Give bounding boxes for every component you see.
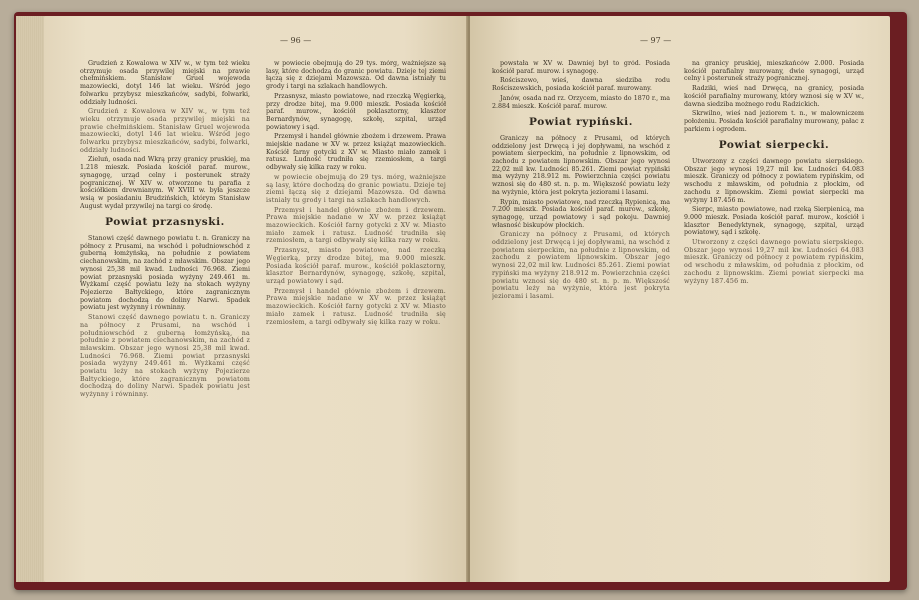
right-page-number: — 97 — (640, 36, 672, 45)
left-page (44, 16, 468, 582)
paragraph: Skrwilno, wieś nad jeziorem t. n., w malowniczem położeniu. Posiada kościół parafialny murowany, pałac z parkiem i ogrodem. (684, 110, 864, 133)
right-column-1 (492, 60, 670, 558)
paragraph: Rypin, miasto powiatowe, nad rzeczką Rypienicą, ma 7.200 mieszk. Posiada kościół paraf. murow., szkołę, synagogę, urząd powiatowy i sąd pokoju. Dawniej własność biskupów płockich. (492, 198, 670, 229)
paragraph: Stanowi część dawnego powiatu t. n. Graniczy na północy z Prusami, na wschód i południowschód z guberną łomżyńską, na południe z powiatem ciechanowskim, na zachód z mławskim. Obszar jego wynosi 25,38 mil kwad. Ludności 76.968. Ziemi powiat przasnyski posiada wyżyny 249.461 m. Wyżkami część powiatu leży na stokach wyżyny Pojezierze Bałtyckiego, które zagranicznym powiatom dochodzą do doliny Narwi. Spadek powiatu jest wyżynny i równinny. (80, 314, 250, 399)
paragraph: Grudzień z Kowalowa w XIV w., w tym też wieku otrzymuje osada przywilej miejski na prawie chełmińskiem. Stanisław Gruel wojewoda mazowiecki, dotyl 146 lat wieku. Wśród jego folwarku przybysz mieszkańców, sadybi, folwarki, oddziały ludności. (80, 108, 250, 154)
page-edges (16, 16, 46, 582)
paragraph: Przemysł i handel głównie zbożem i drzewem. Prawa miejskie nadane w XV w. przez książąt mazowieckich. Kościół farny gotycki z XV w. Miasto miało zamek i ratusz. Ludność trudniła się rzemiosłem, a targi odbywały się kilka razy w roku. (266, 287, 446, 326)
paragraph: Przemysł i handel głównie zbożem i drzewem. Prawa miejskie nadane w XV w. przez książąt mazowieckich. Kościół farny gotycki z XV w. Miasto miało zamek i ratusz. Ludność trudniła się rzemiosłem, a targi odbywały się kilka razy w roku. (266, 206, 446, 245)
paragraph: Grudzień z Kowalowa w XIV w., w tym też wieku otrzymuje osada przywilej miejski na prawie chełmińskiem. Stanisław Gruel wojewoda mazowiecki, dotyl 146 lat wieku. Wśród jego folwarku przybysz mieszkańców, sadybi, folwarki, oddziały ludności. (80, 60, 250, 106)
paragraph: Graniczy na północy z Prusami, od których oddzielony jest Drwęcą i jej dopływami, na wschód z powiatem sierpeckim, na południe z lipnowskim, od zachodu z powiatem lipnowskim. Obszar jego wynosi 22,02 mil kw. Ludności 85.261. Ziemi powiat rypiński ma wyżyny 218.912 m. Powierzchnia części powiatu wznosi się do 480 st. n. p. m. Większość powiatu leży na wyżynie, która jest pokryta jeziorami i lasami. (492, 134, 670, 196)
paragraph: Zieluń, osada nad Wkrą przy granicy pruskiej, ma 1.218 mieszk. Posiada kościół paraf. murow., synagogę, urząd celny i posterunek straży pogranicznej. W XIV w. otworzone tu parafia z kościółkiem drewnianym. W XVIII w. była jeszcze wsią w posiadaniu Brudzińskich, którym Stanisław August wydał przywilej na targi co środę. (80, 156, 250, 210)
paragraph: na granicy pruskiej, mieszkańców 2.000. Posiada kościół parafialny murowany, dwie synagogi, urząd celny i posterunek straży pogranicznej. (684, 60, 864, 83)
paragraph: Janów, osada nad rz. Orzycem, miasto do 1870 r., ma 2.884 mieszk. Kościół paraf. murow. (492, 94, 670, 110)
left-page-number: — 96 — (280, 36, 312, 45)
left-column-1 (80, 60, 250, 558)
paragraph: w powiecie obejmują do 29 tys. mórg, ważniejsze są lasy, które dochodzą do granic powiatu. Dzieje tej ziemi łączą się z dziejami Mazowsza. Od dawna istniały tu grody i targi na szlakach handlowych. (266, 173, 446, 204)
paragraph: Utworzony z części dawnego powiatu sierpskiego. Obszar jego wynosi 19,27 mil kw. Ludności 64.083 mieszk. Graniczy od północy z powiatem rypińskim, od wschodu z mławskim, od południa z płockim, od zachodu z lipnowskim. Ziemi powiat sierpecki ma wyżyny 187.456 m. (684, 239, 864, 285)
left-column-2 (266, 60, 446, 558)
paragraph: Radziki, wieś nad Drwęcą, na granicy, posiada kościół parafialny murowany, który wznosi się w XV w., dawna siedziba możnego rodu Radzickich. (684, 85, 864, 108)
paragraph: Rościszewo, wieś, dawna siedziba rodu Rościszewskich, posiada kościół paraf. murowany. (492, 77, 670, 93)
section-heading: Powiat rypiński. (529, 116, 633, 129)
section-heading: Powiat sierpecki. (718, 139, 830, 152)
paragraph: Sierpc, miasto powiatowe, nad rzeką Sierpienicą, ma 9.000 mieszk. Posiada kościół paraf. murow., kościół i klasztor Benedyktynek, synagogę, szpital, urząd powiatowy, sąd i szkołę. (684, 206, 864, 237)
paragraph: powstała w XV w. Dawniej był to gród. Posiada kościół paraf. murow. i synagogę. (492, 60, 670, 75)
paragraph: Przasnysz, miasto powiatowe, nad rzeczką Węgierką, przy drodze bitej, ma 9.000 mieszk. Posiada kościół paraf. murow., kościół poklasztorny, klasztor Bernardynów, synagogę, szkołę, szpital, urząd powiatowy i sąd. (266, 247, 446, 285)
right-column-2 (684, 60, 864, 558)
paragraph: Utworzony z części dawnego powiatu sierpskiego. Obszar jego wynosi 19,27 mil kw. Ludności 64.083 mieszk. Graniczy od północy z powiatem rypińskim, od wschodu z mławskim, od południa z płockim, od zachodu z lipnowskim. Ziemi powiat sierpecki ma wyżyny 187.456 m. (684, 158, 864, 204)
right-page (470, 16, 890, 582)
paragraph: Przemysł i handel głównie zbożem i drzewem. Prawa miejskie nadane w XV w. przez książąt mazowieckich. Kościół farny gotycki z XV w. Miasto miało zamek i ratusz. Ludność trudniła się rzemiosłem, a targi odbywały się kilka razy w roku. (266, 133, 446, 172)
paragraph: w powiecie obejmują do 29 tys. mórg, ważniejsze są lasy, które dochodzą do granic powiatu. Dzieje tej ziemi łączą się z dziejami Mazowsza. Od dawna istniały tu grody i targi na szlakach handlowych. (266, 60, 446, 91)
paragraph: Przasnysz, miasto powiatowe, nad rzeczką Węgierką, przy drodze bitej, ma 9.000 mieszk. Posiada kościół paraf. murow., kościół poklasztorny, klasztor Bernardynów, synagogę, szkołę, szpital, urząd powiatowy i sąd. (266, 92, 446, 131)
paragraph: Stanowi część dawnego powiatu t. n. Graniczy na północy z Prusami, na wschód i południowschód z guberną łomżyńską, na południe z powiatem ciechanowskim, na zachód z mławskim. Obszar jego wynosi 25,38 mil kwad. Ludności 76.968. Ziemi powiat przasnyski posiada wyżyny 249.461 m. Wyżkami część powiatu leży na stokach wyżyny Pojezierze Bałtyckiego, które zagranicznym powiatom dochodzą do doliny Narwi. Spadek powiatu jest wyżynny i równinny. (80, 235, 250, 312)
section-heading: Powiat przasnyski. (105, 216, 225, 229)
paragraph: Graniczy na północy z Prusami, od których oddzielony jest Drwęcą i jej dopływami, na wschód z powiatem sierpeckim, na południe z lipnowskim, od zachodu z powiatem lipnowskim. Obszar jego wynosi 22,02 mil kw. Ludności 85.261. Ziemi powiat rypiński ma wyżyny 218.912 m. Powierzchnia części powiatu wznosi się do 480 st. n. p. m. Większość powiatu leży na wyżynie, która jest pokryta jeziorami i lasami. (492, 231, 670, 300)
